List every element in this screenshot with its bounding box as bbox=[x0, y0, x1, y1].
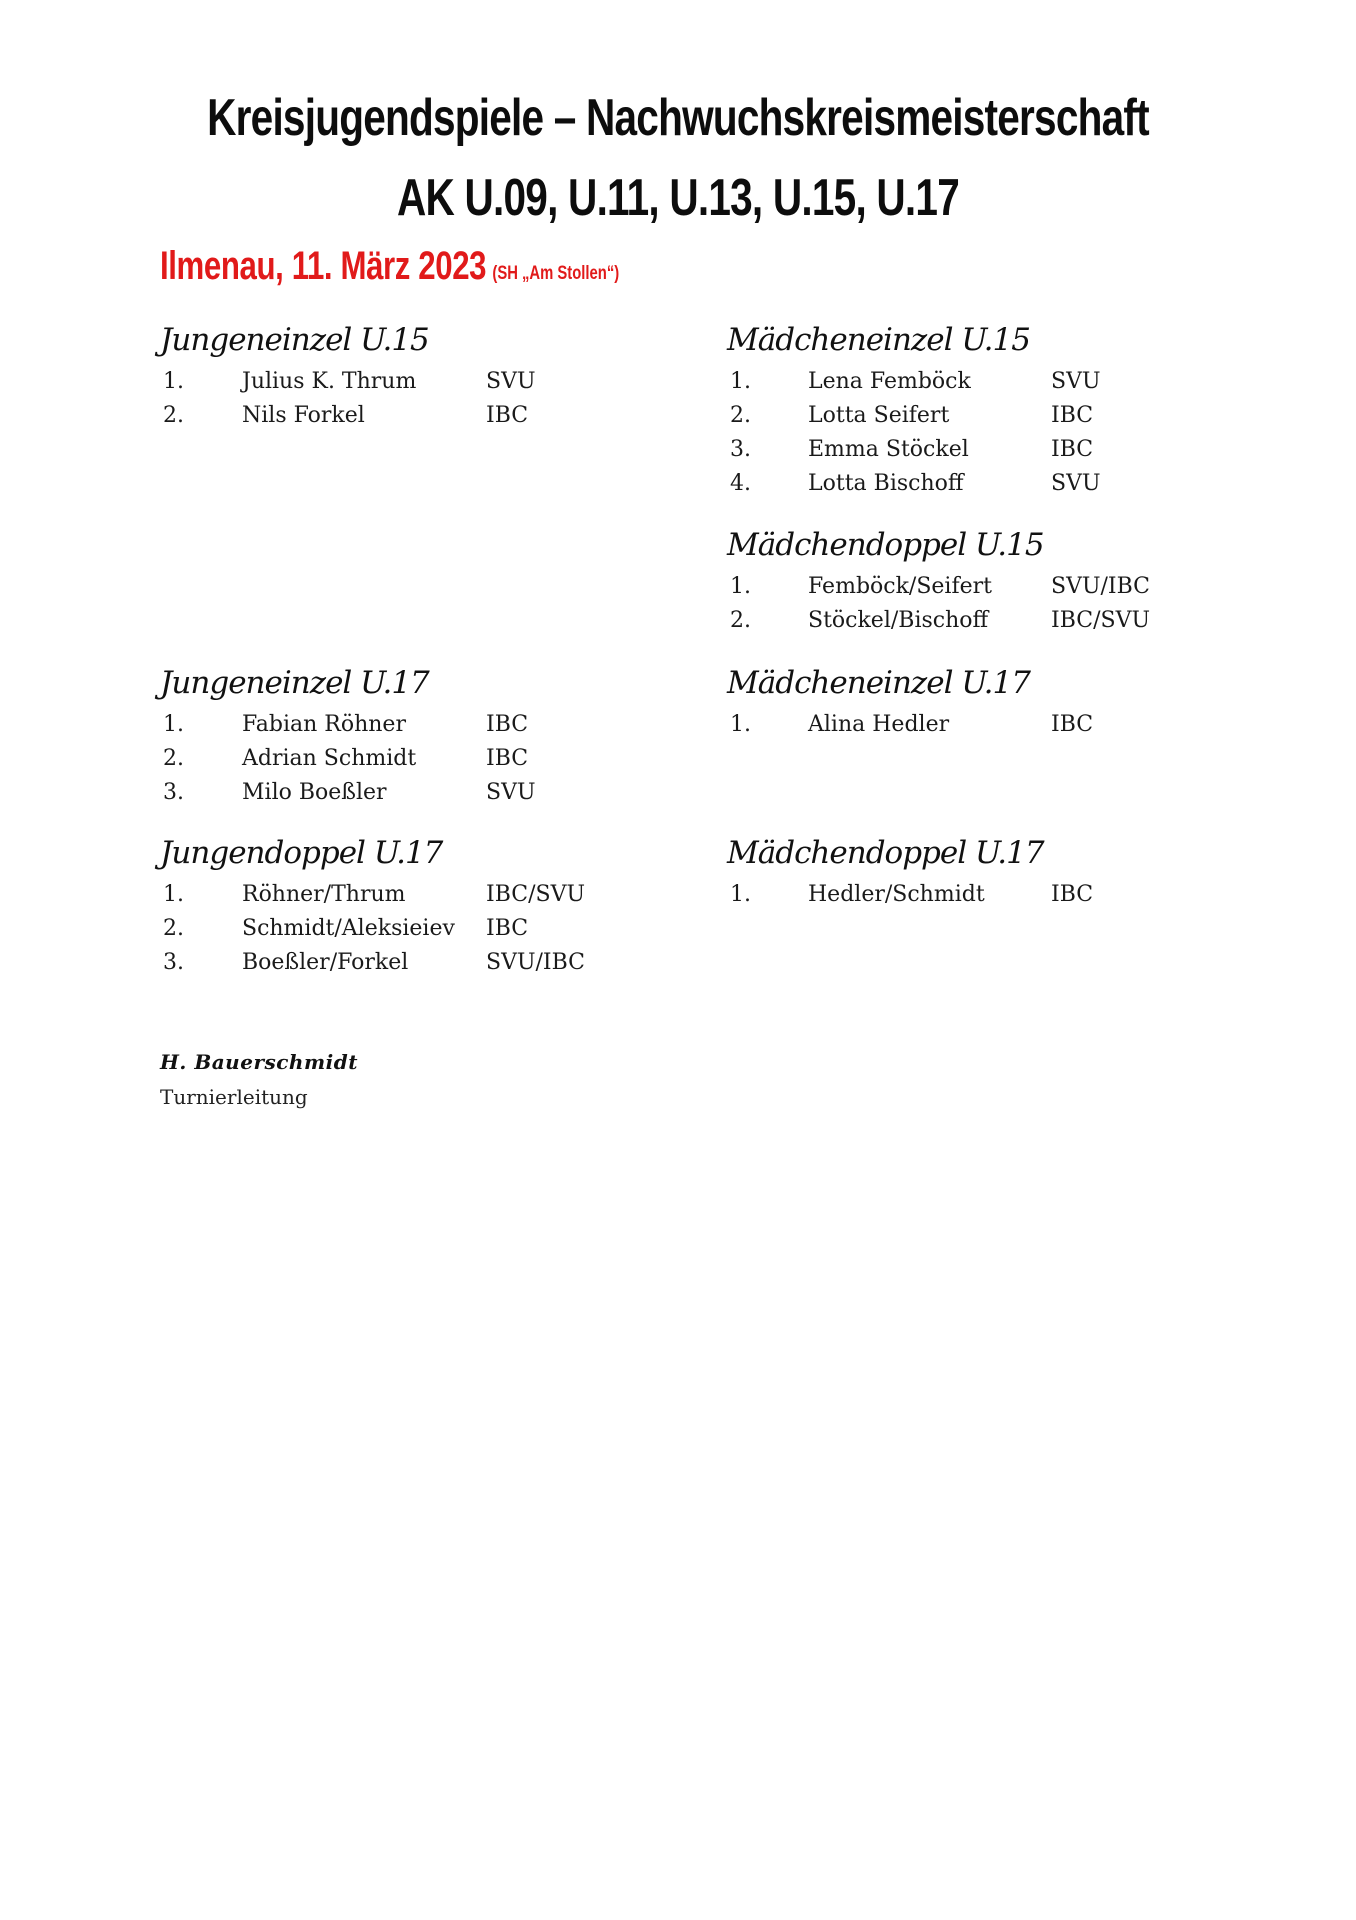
position: 2. bbox=[730, 403, 751, 428]
result-row bbox=[160, 776, 536, 810]
position: 1. bbox=[163, 882, 184, 907]
date-location bbox=[160, 244, 619, 289]
player-name: Adrian Schmidt bbox=[242, 746, 417, 771]
section-jungeneinzel-u15 bbox=[160, 322, 536, 433]
result-row bbox=[727, 878, 1094, 912]
section-maedcheneinzel-u15 bbox=[727, 322, 1101, 501]
club: SVU/IBC bbox=[1051, 574, 1151, 599]
club: SVU bbox=[486, 369, 536, 394]
section-title: Jungeneinzel U.15 bbox=[160, 322, 429, 358]
player-name: Stöckel/Bischoff bbox=[808, 608, 989, 633]
club: IBC bbox=[1051, 882, 1094, 907]
position: 1. bbox=[730, 369, 751, 394]
result-row bbox=[160, 878, 586, 912]
position: 1. bbox=[163, 369, 184, 394]
club: IBC bbox=[486, 916, 529, 941]
section-title: Mädchendoppel U.15 bbox=[727, 527, 1044, 563]
club: IBC bbox=[1051, 437, 1094, 462]
section-title: Mädcheneinzel U.17 bbox=[727, 665, 1030, 701]
player-name: Lena Femböck bbox=[808, 369, 971, 394]
player-name: Fabian Röhner bbox=[242, 712, 406, 737]
position: 2. bbox=[163, 746, 184, 771]
position: 3. bbox=[730, 437, 751, 462]
club: IBC/SVU bbox=[1051, 608, 1151, 633]
player-name: Röhner/Thrum bbox=[242, 882, 406, 907]
result-row bbox=[727, 433, 1094, 467]
section-title: Mädcheneinzel U.15 bbox=[727, 322, 1030, 358]
result-row bbox=[160, 912, 529, 946]
result-row bbox=[727, 708, 1094, 742]
result-row bbox=[160, 708, 529, 742]
position: 4. bbox=[730, 471, 751, 496]
section-title: Mädchendoppel U.17 bbox=[727, 835, 1044, 871]
section-title: Jungeneinzel U.17 bbox=[160, 665, 429, 701]
signature-role: Turnierleitung bbox=[160, 1085, 308, 1109]
position: 1. bbox=[730, 712, 751, 737]
player-name: Hedler/Schmidt bbox=[808, 882, 985, 907]
document-title: Kreisjugendspiele – Nachwuchskreismeisterschaft bbox=[207, 89, 1149, 147]
player-name: Milo Boeßler bbox=[242, 780, 387, 805]
club: SVU bbox=[1051, 369, 1101, 394]
player-name: Lotta Seifert bbox=[808, 403, 950, 428]
player-name: Emma Stöckel bbox=[808, 437, 969, 462]
club: IBC bbox=[1051, 403, 1094, 428]
section-maedchendoppel-u15 bbox=[727, 527, 1151, 638]
club: IBC bbox=[486, 712, 529, 737]
club: IBC bbox=[486, 403, 529, 428]
player-name: Alina Hedler bbox=[808, 712, 950, 737]
club: SVU/IBC bbox=[486, 950, 586, 975]
club: IBC bbox=[1051, 712, 1094, 737]
date-location-text: Ilmenau, 11. März 2023 bbox=[160, 244, 487, 288]
section-jungeneinzel-u17 bbox=[160, 665, 536, 810]
position: 2. bbox=[163, 403, 184, 428]
player-name: Boeßler/Forkel bbox=[242, 950, 409, 975]
result-row bbox=[727, 399, 1094, 433]
player-name: Lotta Bischoff bbox=[808, 471, 964, 496]
position: 2. bbox=[730, 608, 751, 633]
result-row bbox=[727, 570, 1151, 604]
section-maedcheneinzel-u17 bbox=[727, 665, 1094, 742]
club: IBC bbox=[486, 746, 529, 771]
section-title: Jungendoppel U.17 bbox=[160, 835, 443, 871]
player-name: Femböck/Seifert bbox=[808, 574, 992, 599]
section-maedchendoppel-u17 bbox=[727, 835, 1094, 912]
result-row bbox=[160, 742, 529, 776]
result-row bbox=[727, 467, 1101, 501]
position: 3. bbox=[163, 950, 184, 975]
club: SVU bbox=[1051, 471, 1101, 496]
result-row bbox=[160, 399, 529, 433]
position: 3. bbox=[163, 780, 184, 805]
result-row bbox=[160, 946, 586, 980]
position: 1. bbox=[163, 712, 184, 737]
player-name: Schmidt/Aleksieiev bbox=[242, 916, 455, 941]
club: IBC/SVU bbox=[486, 882, 586, 907]
player-name: Julius K. Thrum bbox=[242, 369, 417, 394]
signature: H. Bauerschmidt bbox=[160, 1050, 358, 1074]
age-classes-title: AK U.09, U.11, U.13, U.15, U.17 bbox=[397, 169, 959, 227]
position: 1. bbox=[730, 574, 751, 599]
venue-text: (SH „Am Stollen“) bbox=[492, 263, 620, 284]
result-row bbox=[160, 365, 536, 399]
position: 2. bbox=[163, 916, 184, 941]
club: SVU bbox=[486, 780, 536, 805]
result-row bbox=[727, 604, 1151, 638]
position: 1. bbox=[730, 882, 751, 907]
player-name: Nils Forkel bbox=[242, 403, 365, 428]
section-jungendoppel-u17 bbox=[160, 835, 586, 980]
result-row bbox=[727, 365, 1101, 399]
